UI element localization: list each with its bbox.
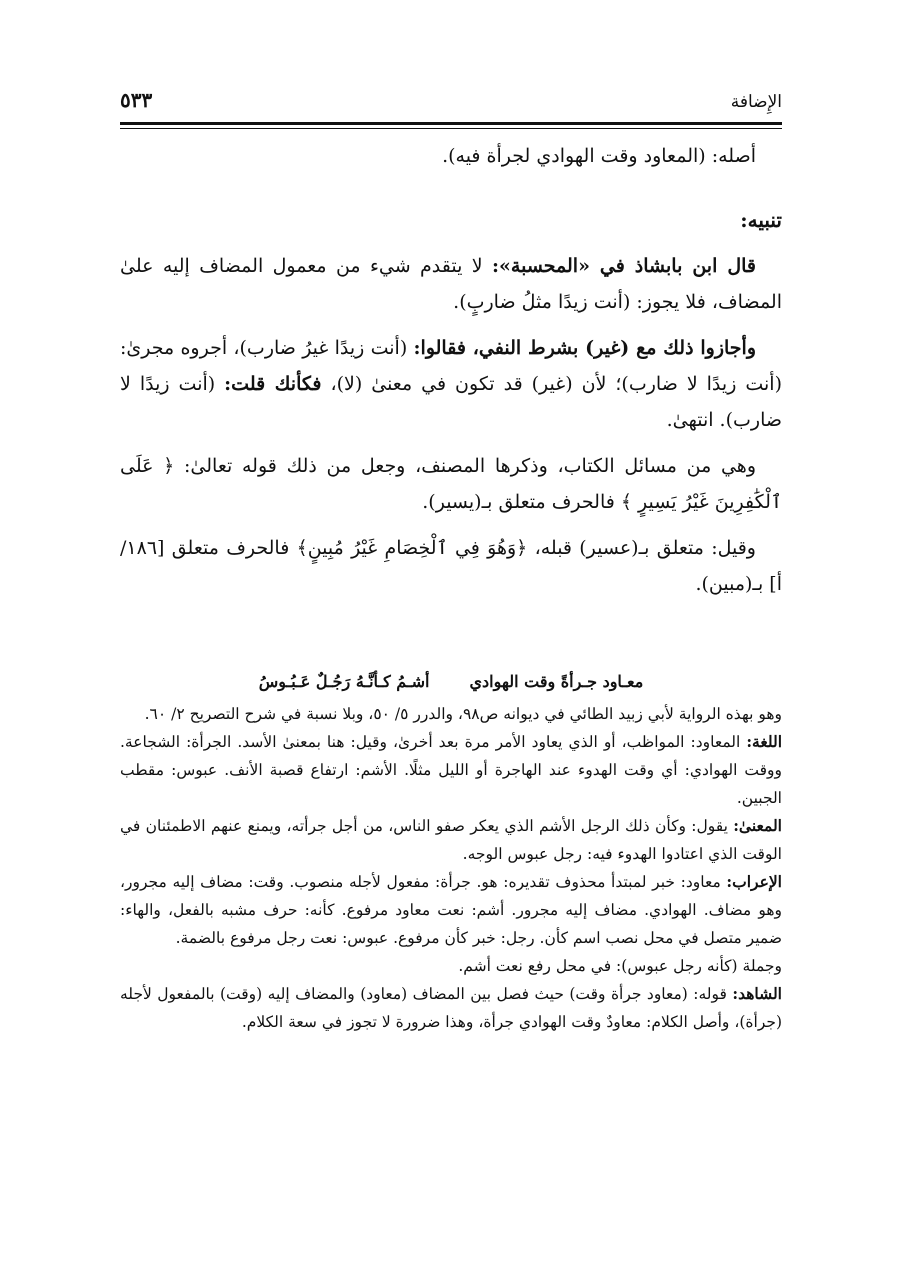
verse-second-hemistich: أشـمُ كـأنَّـهُ رَجُـلٌ عَـبُـوسُ: [258, 672, 430, 691]
header-rule-thin: [120, 128, 782, 129]
paragraph-3-text: وهي من مسائل الكتاب، وذكرها المصنف، وجعل من ذلك قوله تعالىٰ:: [174, 455, 756, 477]
paragraph-2-end: (أنت زيدًا لا ضارب). انتهىٰ.: [120, 373, 782, 431]
paragraph-2-lead: وأجازوا ذلك مع (غير) بشرط النفي، فقالوا:: [413, 337, 756, 359]
quran-quote-1: ﴿ عَلَى ٱلْكَٰفِرِينَ غَيْرُ يَسِيرٍ ﴾: [120, 455, 782, 513]
paragraph-4-text: وقيل: متعلق بـ(عسير) قبله،: [527, 537, 756, 559]
shahid-text: قوله: (معاود جرأة وقت) حيث فصل بين المضاف (معاود) والمضاف إليه (وقت) بالمفعول لأجله (جرأة)، وأصل الكلام: معاودٌ وقت الهوادي جرأة، وهذا ضرورة لا تجوز في سعة الكلام.: [120, 985, 782, 1031]
maana-label: المعنىٰ:: [733, 816, 782, 835]
paragraph-1-lead: قال ابن بابشاذ في «المحسبة»:: [492, 255, 756, 277]
footnote-irab: [120, 868, 782, 952]
paragraph-1-text: لا يتقدم شيء من معمول المضاف إليه علىٰ المضاف، فلا يجوز: (أنت زيدًا مثلُ ضاربٍ).: [120, 255, 782, 313]
paragraph-1: [120, 248, 782, 320]
paragraph-4-end: فالحرف متعلق [١٨٦/ أ] بـ(مبين).: [120, 537, 782, 595]
paragraph-3-end: فالحرف متعلق بـ(يسير).: [422, 491, 621, 513]
section-heading: تنبيه:: [740, 208, 782, 232]
paragraph-2-lead-2: فكأنك قلت:: [224, 373, 322, 395]
footnote-lugha: [120, 728, 782, 812]
maana-text: يقول: وكأن ذلك الرجل الأشم الذي يعكر صفو الناس، من أجل جرأته، ويمنع عنهم الاطمئنان في الوقت الذي اعتادوا الهدوء فيه: رجل عبوس الوجه.: [120, 817, 782, 863]
shahid-label: الشاهد:: [732, 984, 782, 1003]
footnote-jumla: وجملة (كأنه رجل عبوس): في محل رفع نعت أشم.: [458, 957, 782, 975]
paragraph-4: [120, 530, 782, 602]
main-line-1: أصله: (المعاود وقت الهوادي لجرأة فيه).: [442, 145, 756, 167]
paragraph-3: [120, 448, 782, 520]
header-rule-thick: [120, 122, 782, 125]
quran-quote-2: ﴿وَهُوَ فِي ٱلْخِصَامِ غَيْرُ مُبِينٍ﴾: [296, 537, 528, 559]
irab-text: معاود: خبر لمبتدأ محذوف تقديره: هو. جرأة: مفعول لأجله منصوب. وقت: مضاف إليه مجرور، وهو مضاف. الهوادي. مضاف إليه مجرور. أشم: نعت معاود مرفوع. كأنه: حرف مشبه بالفعل، والهاء: ضمير متصل في محل نصب اسم كأن. رجل: خبر كأن مرفوع. عبوس: نعت رجل مرفوع بالضمة.: [120, 873, 782, 947]
chapter-title: الإِضافة: [730, 92, 782, 112]
irab-label: الإعراب:: [726, 872, 782, 891]
footnote-source: وهو بهذه الرواية لأبي زبيد الطائي في ديوانه ص٩٨، والدرر ٥/ ٥٠، وبلا نسبة في شرح التصريح ٢/ ٦٠.: [144, 705, 782, 723]
lugha-label: اللغة:: [746, 732, 782, 751]
footnote-shahid: [120, 980, 782, 1036]
lugha-text: المعاود: المواظب، أو الذي يعاود الأمر مرة بعد أخرىٰ، وقيل: هنا بمعنىٰ الأسد. الجرأة: الشجاعة. ووقت الهوادي: أي وقت الهدوء عند الهاجرة أو الليل مثلًا. الأشم: ارتفاع قصبة الأنف. عبوس: مقطب الجبين.: [120, 733, 782, 807]
main-text: [120, 138, 782, 612]
footnote: [120, 668, 782, 1036]
paragraph-2-text: (أنت زيدًا غيرُ ضارب)، أجروه مجرىٰ: (أنت زيدًا لا ضارب)؛ لأن (غير) قد تكون في معنىٰ (لا)،: [120, 337, 782, 395]
page-number: ٥٣٣: [120, 88, 153, 112]
verse: [120, 668, 782, 696]
running-header: [120, 80, 782, 120]
footnote-maana: [120, 812, 782, 868]
paragraph-2: [120, 330, 782, 438]
verse-first-hemistich: معـاود جـرأةً وقت الهوادي: [469, 672, 644, 691]
